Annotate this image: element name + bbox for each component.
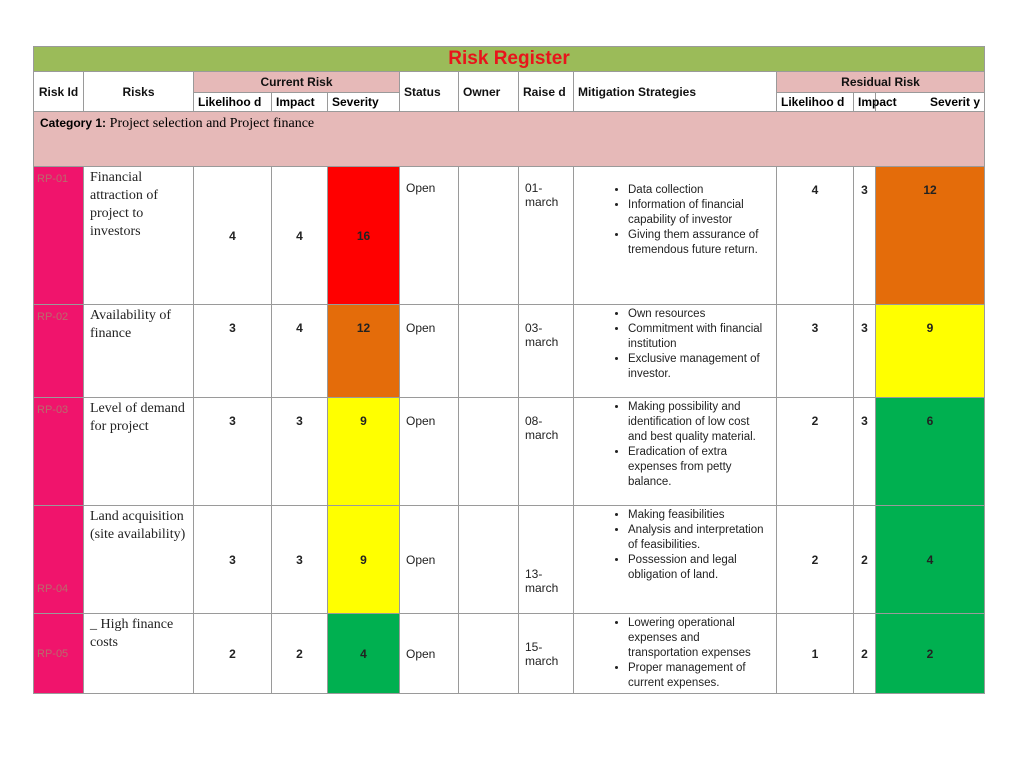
res-likelihood-value: 4 [777,167,854,305]
mitigation-list [574,307,776,382]
severity-value: 9 [328,506,400,614]
risk-id: RP-04 [34,506,84,614]
header-res-severity-wrap [858,93,985,112]
risk-id: RP-01 [34,167,84,305]
header-mitigation: Mitigation Strategies [574,72,777,112]
header-severity: Severity [328,93,400,112]
owner-value [459,614,519,694]
res-severity-value: 6 [876,398,985,506]
mitigation-cell [574,614,777,694]
raised-date: 01-march [519,167,574,305]
impact-value: 4 [272,167,328,305]
raised-date: 15-march [519,614,574,694]
res-impact-value: 2 [854,506,876,614]
mitigation-item: • Making feasibilities [628,508,776,523]
res-impact-value: 3 [854,305,876,398]
header-current-risk: Current Risk [194,72,400,93]
mitigation-cell [574,398,777,506]
mitigation-list [574,183,776,258]
mitigation-item: • Analysis and interpretation of feasibilities. [628,523,776,553]
owner-value [459,506,519,614]
mitigation-item: • Possession and legal obligation of land. [628,553,776,583]
risk-name: Availability of finance [84,305,194,398]
status-value: Open [400,305,459,398]
mitigation-item: • Commitment with financial institution [628,322,776,352]
res-likelihood-value: 3 [777,305,854,398]
owner-value [459,167,519,305]
risk-register-table [33,46,985,694]
raised-date: 03-march [519,305,574,398]
status-value: Open [400,167,459,305]
impact-value: 2 [272,614,328,694]
likelihood-value: 3 [194,305,272,398]
mitigation-list [574,508,776,583]
mitigation-item: • Exclusive management of investor. [628,352,776,382]
risk-name: Level of demand for project [84,398,194,506]
header-status: Status [400,72,459,112]
mitigation-item: • Data collection [628,183,776,198]
header-likelihood: Likelihoo d [194,93,272,112]
mitigation-item: • Giving them assurance of tremendous future return. [628,228,776,258]
likelihood-value: 3 [194,506,272,614]
header-res-severity: Severit y [929,95,981,109]
likelihood-value: 3 [194,398,272,506]
risk-id: RP-03 [34,398,84,506]
severity-value: 9 [328,398,400,506]
category-label: Category 1: [40,116,107,130]
likelihood-value: 4 [194,167,272,305]
mitigation-cell [574,305,777,398]
mitigation-item: • Own resources [628,307,776,322]
res-severity-value: 9 [876,305,985,398]
res-impact-value: 3 [854,167,876,305]
header-owner: Owner [459,72,519,112]
status-value: Open [400,398,459,506]
res-likelihood-value: 2 [777,398,854,506]
owner-value [459,305,519,398]
table-row [34,167,985,305]
likelihood-value: 2 [194,614,272,694]
category-row [34,112,985,167]
header-residual-risk: Residual Risk [777,72,985,93]
table-row [34,614,985,694]
header-risk-id: Risk Id [34,72,84,112]
mitigation-cell [574,167,777,305]
mitigation-list [574,616,776,691]
res-severity-value: 2 [876,614,985,694]
impact-value: 4 [272,305,328,398]
res-impact-value: 3 [854,398,876,506]
risk-id: RP-05 [34,614,84,694]
owner-value [459,398,519,506]
risk-register-sheet [33,46,984,694]
risk-name: _ High finance costs [84,614,194,694]
raised-date: 08-march [519,398,574,506]
res-severity-value: 12 [876,167,985,305]
table-row [34,506,985,614]
mitigation-item: • Lowering operational expenses and transportation expenses [628,616,776,661]
severity-value: 12 [328,305,400,398]
mitigation-cell [574,506,777,614]
severity-value: 16 [328,167,400,305]
impact-value: 3 [272,506,328,614]
mitigation-list [574,400,776,490]
mitigation-item: • Eradication of extra expenses from petty balance. [628,445,776,490]
severity-value: 4 [328,614,400,694]
status-value: Open [400,506,459,614]
page-title: Risk Register [34,47,985,72]
header-impact: Impact [272,93,328,112]
risk-id: RP-02 [34,305,84,398]
header-res-likelihood: Likelihoo d [777,93,854,112]
res-likelihood-value: 2 [777,506,854,614]
res-impact-value: 2 [854,614,876,694]
res-likelihood-value: 1 [777,614,854,694]
table-row [34,305,985,398]
mitigation-item: • Information of financial capability of investor [628,198,776,228]
header-res-impact: Impact [858,95,897,109]
risk-name: Land acquisition (site availability) [84,506,194,614]
mitigation-item: • Proper management of current expenses. [628,661,776,691]
mitigation-item: • Making possibility and identification of low cost and best quality material. [628,400,776,445]
table-row [34,398,985,506]
risk-name: Financial attraction of project to investors [84,167,194,305]
impact-value: 3 [272,398,328,506]
header-risks: Risks [84,72,194,112]
status-value: Open [400,614,459,694]
category-name: Project selection and Project finance [109,116,315,131]
header-raised: Raise d [519,72,574,112]
res-severity-value: 4 [876,506,985,614]
raised-date: 13-march [519,506,574,614]
